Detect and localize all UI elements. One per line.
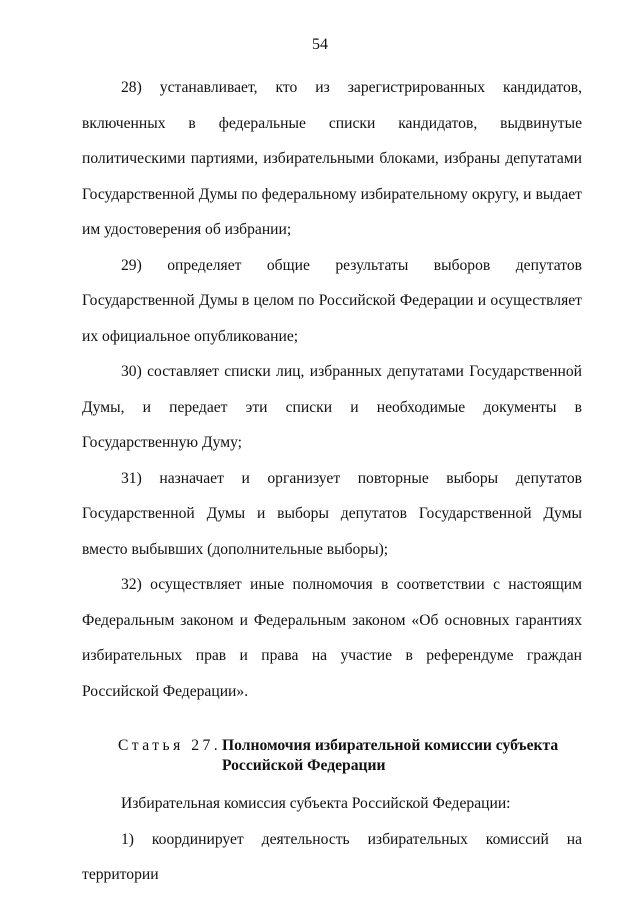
- item-30: 30) составляет списки лиц, избранных депутатами Государственной Думы, и передает эти списки и необходимые документы в Государственную Думу;: [82, 363, 582, 451]
- article-title: Полномочия избирательной комиссии субъекта Российской Федерации: [222, 737, 559, 774]
- article-26-continuation: [82, 70, 582, 709]
- item-29: 29) определяет общие результаты выборов депутатов Государственной Думы в целом по Российской Федерации и осуществляет их официальное опубликование;: [82, 256, 582, 345]
- article-27-heading: [118, 736, 598, 776]
- item-31: 31) назначает и организует повторные выборы депутатов Государственной Думы и выборы депутатов Государственной Думы вместо выбывших (дополнительные выборы);: [82, 469, 582, 558]
- page-number: 54: [312, 36, 328, 53]
- item-32: 32) осуществляет иные полномочия в соответствии с настоящим Федеральным законом и Федеральным законом «Об основных гарантиях избирательных прав и права на участие в референдуме граждан Российской Федерации».: [82, 576, 582, 700]
- article-27-intro: Избирательная комиссия субъекта Российской Федерации:: [121, 795, 511, 812]
- item-28: 28) устанавливает, кто из зарегистрированных кандидатов, включенных в федеральные списки кандидатов, выдвинутые политическими партиями, избирательными блоками, избраны депутатами Государственной Думы по федеральному избирательному округу, и выдает им удостоверения об избрании;: [82, 79, 582, 238]
- article-27-item-1: 1) координирует деятельность избирательных комиссий на территории: [82, 830, 582, 883]
- article-27-body: [82, 786, 582, 893]
- article-label: Статья 27.: [118, 737, 222, 754]
